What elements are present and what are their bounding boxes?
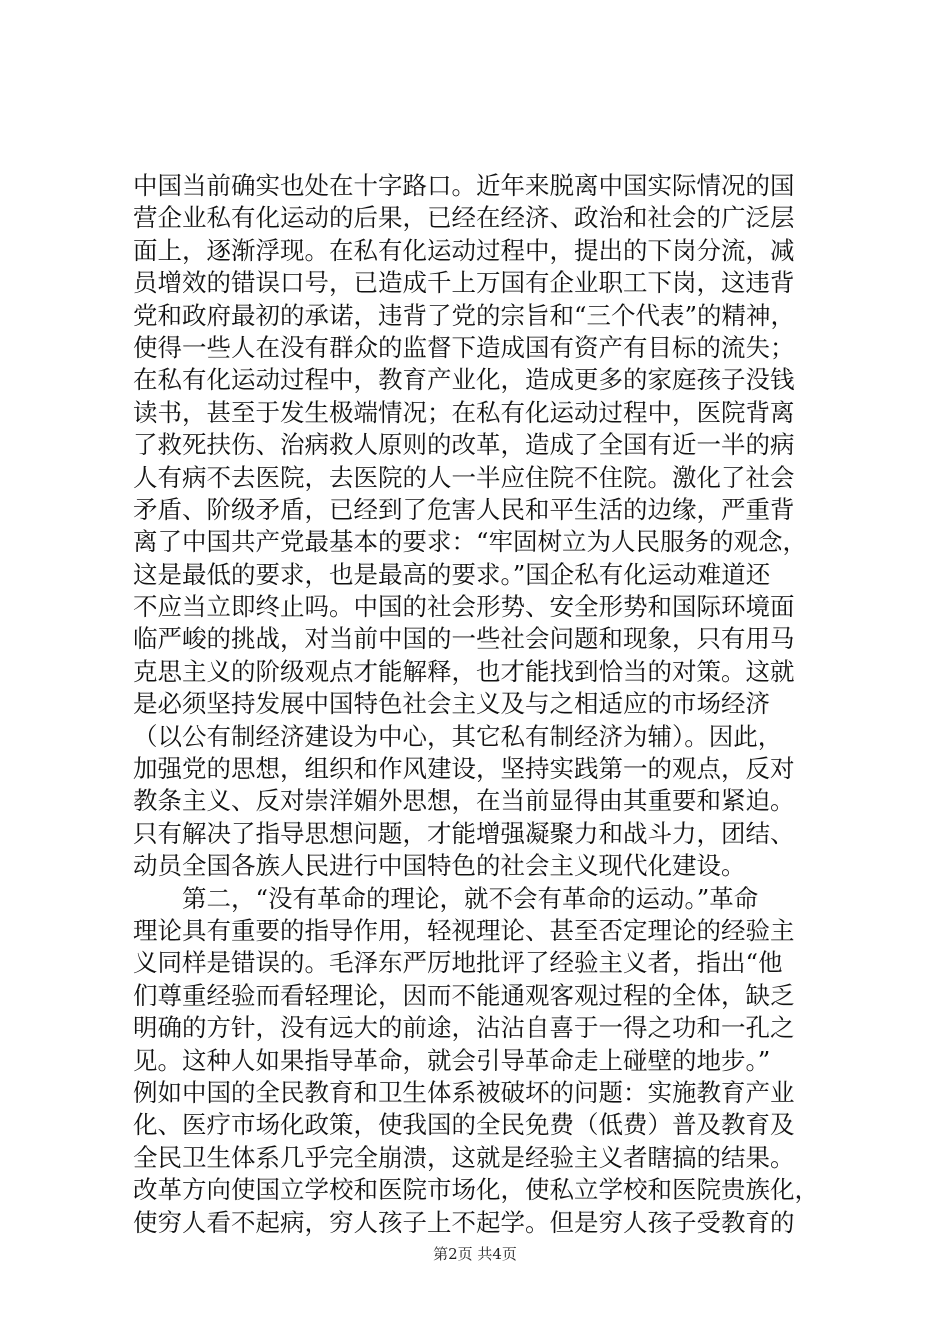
- text-line: 离了中国共产党最基本的要求：“牢固树立为人民服务的观念，: [133, 527, 808, 557]
- text-line: 不应当立即终止吗。中国的社会形势、安全形势和国际环境面: [133, 592, 795, 622]
- text-line: 克思主义的阶级观点才能解释，也才能找到恰当的对策。这就: [133, 656, 795, 686]
- text-line: 矛盾、阶级矛盾，已经到了危害人民和平生活的边缘，严重背: [133, 494, 795, 524]
- text-line: 使穷人看不起病，穷人孩子上不起学。但是穷人孩子受教育的: [133, 1207, 795, 1237]
- text-line: 全民卫生体系几乎完全崩溃，这就是经验主义者瞎搞的结果。: [133, 1142, 795, 1172]
- text-line: 读书，甚至于发生极端情况；在私有化运动过程中，医院背离: [133, 397, 795, 427]
- document-body: [133, 170, 833, 1239]
- text-line: 中国当前确实也处在十字路口。近年来脱离中国实际情况的国: [133, 171, 795, 200]
- text-line: 员增效的错误口号，已造成千上万国有企业职工下岗，这违背: [133, 268, 795, 298]
- text-line: 只有解决了指导思想问题，才能增强凝聚力和战斗力，团结、: [133, 818, 795, 848]
- text-line: 营企业私有化运动的后果，已经在经济、政治和社会的广泛层: [133, 203, 795, 233]
- text-line: 临严峻的挑战，对当前中国的一些社会问题和现象，只有用马: [133, 624, 795, 654]
- text-line: 动员全国各族人民进行中国特色的社会主义现代化建设。: [133, 851, 746, 881]
- text-line: 人有病不去医院，去医院的人一半应住院不住院。激化了社会: [133, 462, 795, 492]
- text-line: 教条主义、反对崇洋媚外思想，在当前显得由其重要和紧迫。: [133, 786, 795, 816]
- text-line: 加强党的思想，组织和作风建设，坚持实践第一的观点，反对: [133, 754, 795, 784]
- text-line: 第二，“没有革命的理论，就不会有革命的运动。”革命: [182, 883, 759, 913]
- text-line: （以公有制经济建设为中心，其它私有制经济为辅）。因此，: [133, 721, 783, 751]
- text-line: 理论具有重要的指导作用，轻视理论、甚至否定理论的经验主: [133, 915, 795, 945]
- text-line: 例如中国的全民教育和卫生体系被破坏的问题：实施教育产业: [133, 1077, 795, 1107]
- text-line: 改革方向使国立学校和医院市场化，使私立学校和医院贵族化，: [133, 1175, 819, 1205]
- text-line: 见。这种人如果指导革命，就会引导革命走上碰壁的地步。”: [133, 1045, 771, 1075]
- text-line: 面上，逐渐浮现。在私有化运动过程中，提出的下岗分流，减: [133, 235, 795, 265]
- text-line: 化、医疗市场化政策，使我国的全民免费（低费）普及教育及: [133, 1110, 795, 1140]
- text-line: 们尊重经验而看轻理论，因而不能通观客观过程的全体，缺乏: [133, 980, 795, 1010]
- text-line: 使得一些人在没有群众的监督下造成国有资产有目标的流失；: [133, 332, 795, 362]
- text-line: 在私有化运动过程中，教育产业化，造成更多的家庭孩子没钱: [133, 365, 795, 395]
- text-line: 这是最低的要求，也是最高的要求。”国企私有化运动难道还: [133, 559, 771, 589]
- text-line: 义同样是错误的。毛泽东严厉地批评了经验主义者，指出“他: [133, 948, 783, 978]
- text-line: 是必须坚持发展中国特色社会主义及与之相适应的市场经济: [133, 689, 770, 719]
- page-footer: 第2页 共4页: [433, 1245, 517, 1263]
- text-line: 明确的方针，没有远大的前途，沾沾自喜于一得之功和一孔之: [133, 1013, 795, 1043]
- text-line: 了救死扶伤、治病救人原则的改革，造成了全国有近一半的病: [133, 430, 795, 460]
- text-line: 党和政府最初的承诺，违背了党的宗旨和“三个代表”的精神，: [133, 300, 796, 330]
